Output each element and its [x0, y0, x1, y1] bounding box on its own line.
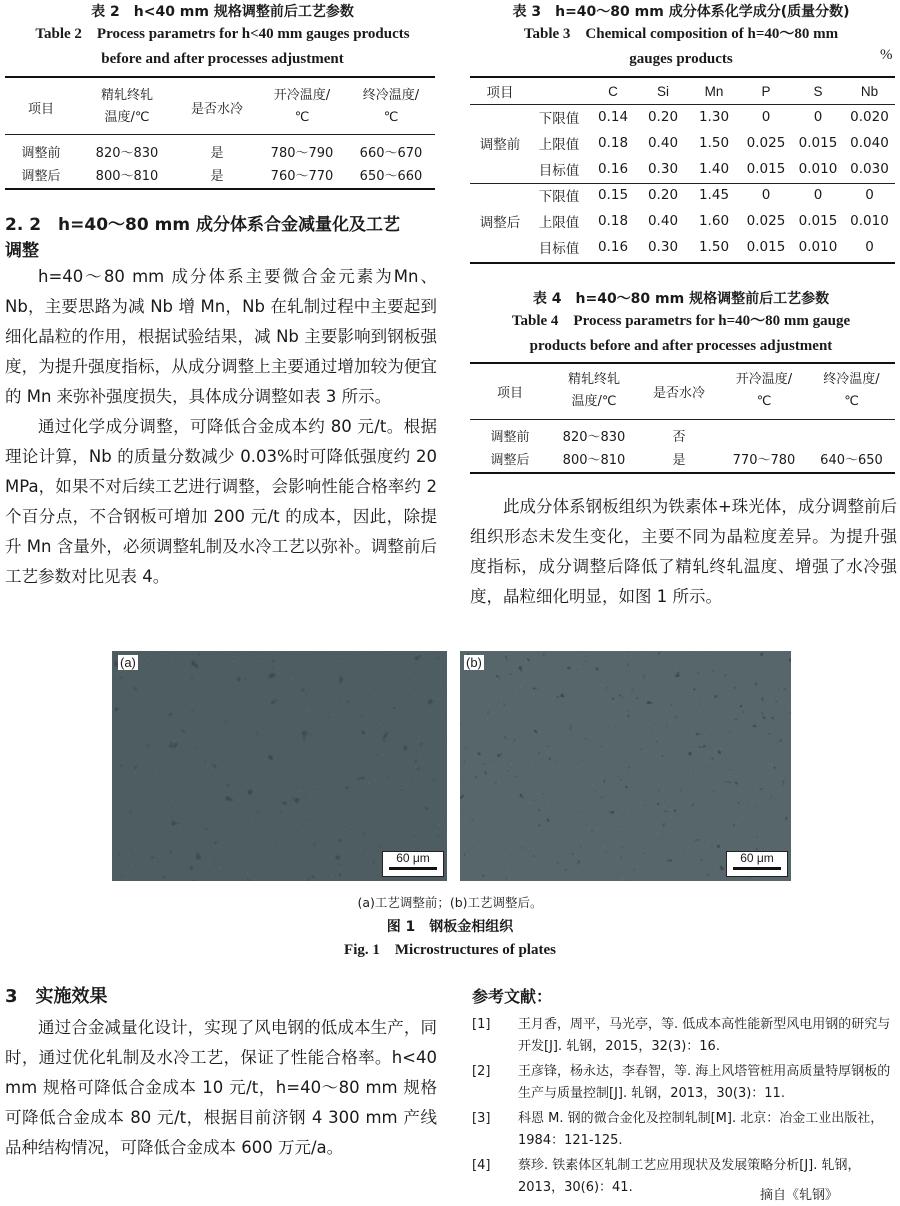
table-header-cell: 开冷温度/ ℃ — [273, 88, 331, 125]
paragraph: 此成分体系钢板组织为铁素体+珠光体，成分调整前后组织形态未发生变化，主要不同为晶粒度差异。为提升强度指标，成分调整后降低了精轧终轧温度、增强了水冷强度，晶粒细化明显，如图 1 所示。 — [470, 497, 897, 606]
table-header-cell: S — [813, 83, 823, 99]
table-cell: 下限值 — [538, 189, 580, 205]
table4-caption-cn: 表 4 h=40～80 mm 规格调整前后工艺参数 — [532, 291, 830, 307]
table-header-cell: C — [608, 83, 618, 99]
scale-bar-line — [389, 867, 437, 870]
table-cell: 820～830 — [562, 430, 626, 445]
micrograph-b-image — [460, 651, 791, 881]
table3-header-row — [470, 78, 895, 104]
table-cell: 1.45 — [698, 187, 730, 203]
table-cell: 0 — [813, 109, 823, 125]
table-cell: 800～810 — [562, 453, 626, 468]
table-header-cell: 精轧终轧 温度/℃ — [567, 372, 620, 409]
scale-bar-a — [382, 851, 444, 877]
table4-top-rule — [470, 362, 895, 364]
table-cell: 0.40 — [647, 213, 679, 229]
scale-bar-b — [726, 851, 788, 877]
table-row — [470, 156, 895, 182]
table-cell: 是 — [672, 453, 686, 468]
table-cell: 目标值 — [538, 241, 580, 257]
table-cell: 650～660 — [359, 169, 423, 184]
section-3-body — [5, 1013, 437, 1163]
reference-item — [472, 1014, 897, 1058]
source-note: 摘自《轧钢》 — [760, 1184, 838, 1203]
section-2-2-heading — [5, 212, 440, 264]
table4-caption-en-1: Table 4 Process parametrs for h=40～80 mm gauge — [511, 313, 851, 329]
right-body — [470, 492, 897, 612]
section-heading-line: 调整 — [5, 241, 39, 261]
micrograph-a-image — [112, 651, 447, 881]
table-header-cell: 项目 — [486, 85, 514, 101]
table-cell: 0.040 — [850, 135, 889, 151]
table-cell: 0.030 — [850, 161, 889, 177]
table-header-cell: 是否水冷 — [190, 101, 243, 117]
table-cell: 800～810 — [95, 169, 159, 184]
reference-text: 科恩 M. 钢的微合金化及控制轧制[M]. 北京：冶金工业出版社，1984：121-125. — [518, 1111, 884, 1148]
reference-number: [4] — [472, 1158, 491, 1173]
table-cell: 是 — [210, 146, 224, 161]
table-cell: 0 — [813, 187, 823, 203]
figure1-subcaption: (a)工艺调整前；(b)工艺调整后。 — [357, 895, 543, 910]
table-cell: 否 — [672, 430, 686, 445]
table-cell: 770～780 — [732, 453, 796, 468]
table-cell: 0.16 — [597, 161, 629, 177]
table-cell: 0.18 — [597, 135, 629, 151]
micrograph-b — [460, 651, 791, 881]
table-cell: 0.16 — [597, 239, 629, 255]
table-row — [5, 163, 435, 186]
table3-caption-en-2: gauges products — [629, 51, 733, 67]
table-row — [470, 182, 895, 208]
table-header-cell: 是否水冷 — [652, 385, 705, 401]
table-cell: 调整后 — [490, 453, 530, 468]
table-cell: 1.40 — [698, 161, 730, 177]
table-header-cell: 终冷温度/ ℃ — [823, 372, 880, 409]
table2 — [5, 82, 435, 186]
paragraph: 通过化学成分调整，可降低合金成本约 80 元/t。根据理论计算，Nb 的质量分数减少 0.03%时可降低强度约 20 MPa，如果不对后续工艺进行调整，会影响性能合格率约 2 个百分点，不合钢板可增加 200 元/t 的成本，因此，除提升 Mn 含量外，必须调整轧制及水冷工艺以弥补。调整前后工艺参数对比见表 4。 — [5, 417, 437, 586]
reference-number: [3] — [472, 1111, 491, 1126]
reference-text: 王彦锋，杨永达，李春智，等. 海上风塔管桩用高质量特厚钢板的生产与质量控制[J]. 轧钢，2013，30(3)：11. — [518, 1064, 891, 1101]
table-cell: 820～830 — [95, 146, 159, 161]
table-header-cell: Nb — [860, 83, 879, 99]
table-cell: 下限值 — [538, 111, 580, 127]
table2-caption-en-1: Table 2 Process parametrs for h<40 mm gauges products — [35, 26, 410, 42]
table-cell: 0 — [865, 239, 874, 255]
figure1-caption-cn: 图 1 钢板金相组织 — [386, 919, 514, 935]
reference-number: [2] — [472, 1064, 491, 1079]
table-cell: 0.20 — [647, 187, 679, 203]
table-cell: 0.20 — [647, 109, 679, 125]
table4 — [470, 366, 895, 470]
table-cell: 0.015 — [798, 135, 838, 151]
reference-item — [472, 1061, 897, 1105]
table4-caption-en-2: products before and after processes adjustment — [529, 338, 833, 354]
table2-top-rule — [5, 76, 435, 78]
figure1-caption-en: Fig. 1 Microstructures of plates — [344, 942, 556, 958]
table-row — [470, 234, 895, 260]
table-cell: 0.015 — [798, 213, 838, 229]
panel-b-label: (b) — [466, 655, 482, 670]
table-row — [470, 208, 895, 234]
table-row — [470, 104, 895, 130]
table-header-cell — [530, 78, 588, 104]
references-heading: 参考文献： — [472, 987, 553, 1006]
scale-bar-label: 60 μm — [396, 851, 430, 865]
table-row — [470, 447, 895, 470]
table-group-label: 调整前 — [479, 137, 521, 153]
table-cell: 0.14 — [597, 109, 629, 125]
section-3-heading: 3 实施效果 — [5, 986, 108, 1007]
table4-bottom-rule — [470, 472, 895, 474]
table-cell: 640～650 — [820, 453, 883, 468]
table-header-cell: 开冷温度/ ℃ — [735, 372, 793, 409]
references-list — [472, 1014, 897, 1202]
section-2-2-body — [5, 262, 437, 592]
section-heading-line: 2. 2 h=40～80 mm 成分体系合金减量化及工艺 — [5, 215, 400, 235]
reference-item — [472, 1108, 897, 1152]
table-cell: 上限值 — [538, 137, 580, 153]
table-row — [5, 140, 435, 163]
table-cell: 0.020 — [850, 109, 889, 125]
table-cell: 1.60 — [698, 213, 730, 229]
table2-bottom-rule — [5, 188, 435, 190]
scale-bar-label: 60 μm — [740, 851, 774, 865]
table-cell: 660～670 — [359, 146, 423, 161]
paragraph: 通过合金减量化设计，实现了风电钢的低成本生产，同时，通过优化轧制及水冷工艺，保证了性能合格率。h<40 mm 规格可降低合金成本 10 元/t，h=40～80 mm 规格可降低合金成本 80 元/t，根据目前济钢 4 300 mm 产线品种结构情况，可降低合金成本 600 万元/a。 — [5, 1018, 437, 1157]
table-header-cell: Mn — [704, 83, 724, 99]
table2-caption-cn: 表 2 h<40 mm 规格调整前后工艺参数 — [91, 4, 354, 20]
table-cell: 0.025 — [746, 135, 786, 151]
table-cell: 0.30 — [647, 239, 679, 255]
table-header-cell: 项目 — [27, 101, 54, 117]
reference-text: 王月香，周平，马光亭，等. 低成本高性能新型风电用钢的研究与开发[J]. 轧钢，2015，32(3)：16. — [518, 1017, 891, 1054]
table-cell: 0.015 — [746, 239, 786, 255]
table3 — [470, 78, 895, 260]
table-header-cell: 精轧终轧 温度/℃ — [100, 88, 153, 125]
table-header-cell: Si — [656, 83, 669, 99]
table-header-cell: P — [761, 83, 771, 99]
table-cell: 0 — [761, 187, 771, 203]
table-cell: 调整前 — [21, 146, 61, 161]
reference-text: 蔡珍. 铁素体区轧制工艺应用现状及发展策略分析[J]. 轧钢，2013，30(6)：41. — [518, 1158, 861, 1195]
panel-a-label: (a) — [120, 655, 136, 670]
table-cell: 0.15 — [597, 187, 629, 203]
table-row — [470, 424, 895, 447]
table2-header-row — [5, 82, 435, 132]
table-cell: 0.010 — [798, 239, 838, 255]
table-cell: 0.025 — [746, 213, 786, 229]
table-cell: 目标值 — [538, 163, 580, 179]
table-cell: 调整前 — [490, 430, 530, 445]
paragraph: h=40～80 mm 成分体系主要微合金元素为Mn、Nb，主要思路为减 Nb 增 Mn，Nb 在轧制过程中主要起到细化晶粒的作用，根据试验结果，减 Nb 主要影响到钢板强度，为提升强度指标，从成分调整上主要通过增加较为便宜的 Mn 来弥补强度损失，具体成分调整如表 3 所示。 — [5, 267, 437, 406]
table3-unit: % — [880, 47, 893, 63]
table-cell: 1.50 — [698, 239, 730, 255]
table-cell: 0 — [761, 109, 771, 125]
scale-bar-line — [733, 867, 781, 870]
table-group-label: 调整后 — [479, 215, 521, 231]
table-cell: 760～770 — [270, 169, 334, 184]
table3-bottom-rule — [470, 262, 895, 264]
table-cell: 1.30 — [698, 109, 730, 125]
table-cell: 0.18 — [597, 213, 629, 229]
table-cell: 0 — [865, 187, 874, 203]
table-header-cell: 项目 — [496, 385, 523, 401]
table-cell: 是 — [210, 169, 224, 184]
table-row — [470, 130, 895, 156]
table-cell: 0.015 — [746, 161, 786, 177]
table-cell: 0.010 — [850, 213, 889, 229]
table4-header-row — [470, 366, 895, 416]
table2-caption-en-2: before and after processes adjustment — [101, 51, 344, 67]
table-cell: 上限值 — [538, 215, 580, 231]
table-cell: 0.010 — [798, 161, 838, 177]
table-cell: 1.50 — [698, 135, 730, 151]
table-cell: 0.40 — [647, 135, 679, 151]
table-header-cell: 终冷温度/ ℃ — [362, 88, 420, 125]
table3-caption-en-1: Table 3 Chemical composition of h=40～80 mm — [523, 26, 839, 42]
table-cell: 780～790 — [270, 146, 334, 161]
table3-caption-cn: 表 3 h=40～80 mm 成分体系化学成分(质量分数) — [512, 4, 850, 20]
reference-number: [1] — [472, 1017, 491, 1032]
table-cell — [808, 424, 895, 447]
table-cell: 调整后 — [21, 169, 61, 184]
table-cell: 0.30 — [647, 161, 679, 177]
micrograph-a — [112, 651, 447, 881]
table-cell — [720, 424, 808, 447]
